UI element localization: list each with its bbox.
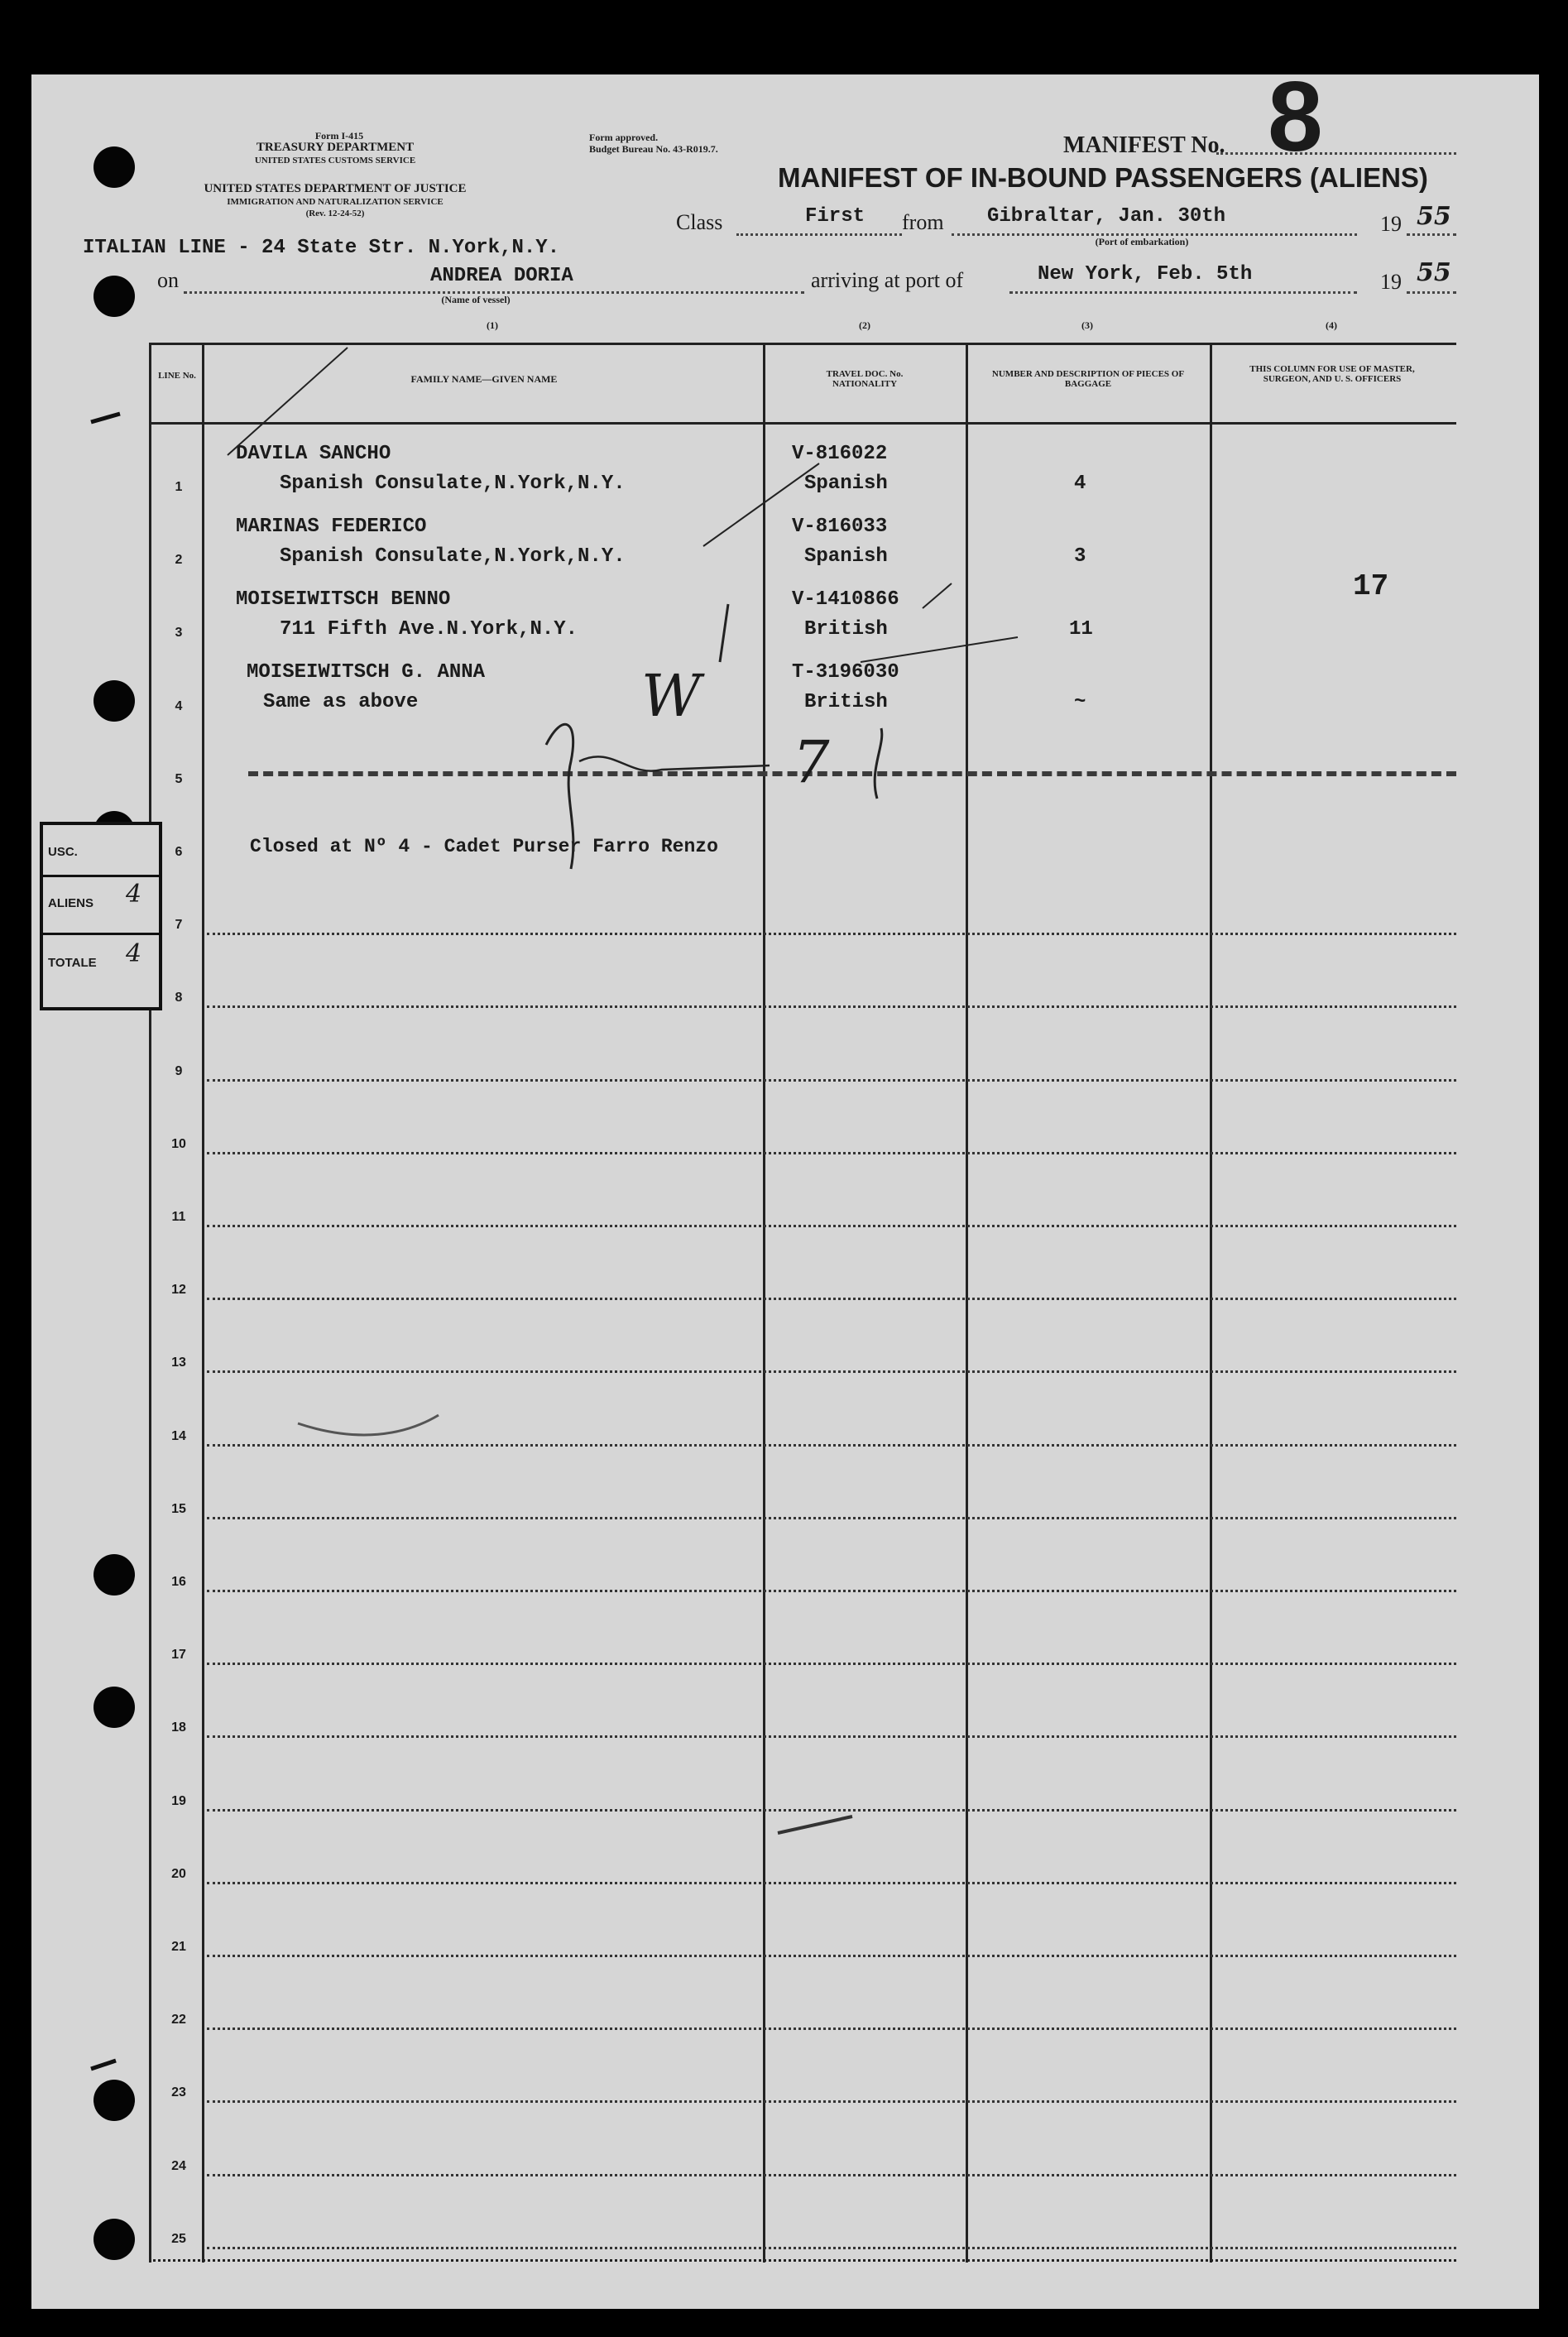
punch-hole	[94, 680, 135, 722]
baggage-count: 3	[1074, 545, 1086, 568]
column-number-4: (4)	[1326, 319, 1337, 331]
nationality: British	[804, 618, 888, 641]
passenger-address: 711 Fifth Ave.N.York,N.Y.	[280, 618, 578, 641]
line-number: 2	[175, 553, 183, 567]
line-number: 18	[171, 1720, 186, 1735]
row-rule	[207, 1882, 1456, 1884]
form-number: Form I-415	[314, 130, 364, 142]
line-number: 1	[175, 480, 183, 494]
name-doc-divider	[763, 343, 765, 2263]
class-line	[736, 233, 902, 236]
passenger-name: DAVILA SANCHO	[236, 443, 391, 465]
class-label: Class	[676, 210, 723, 234]
line-number: 9	[175, 1064, 183, 1078]
year-value-1: 55	[1417, 202, 1451, 231]
alien-count-stamp	[40, 822, 162, 1010]
header-baggage: NUMBER AND DESCRIPTION OF PIECES OF BAGGAGE	[991, 369, 1185, 389]
row-rule	[207, 1663, 1456, 1665]
nationality: British	[804, 691, 888, 713]
stamp-aliens-value: 4	[126, 880, 142, 909]
header-travel-doc: TRAVEL DOC. No. NATIONALITY	[826, 369, 904, 389]
line-number: 10	[171, 1137, 186, 1151]
nationality: Spanish	[804, 473, 888, 495]
line-number: 13	[171, 1356, 186, 1370]
vessel-caption: (Name of vessel)	[441, 294, 511, 305]
table-header-border	[149, 422, 1456, 425]
line-number: 15	[171, 1502, 186, 1516]
baggage-count: 11	[1069, 618, 1093, 641]
line-number: 14	[171, 1429, 186, 1443]
revision: (Rev. 12-24-52)	[305, 209, 365, 218]
manifest-number: 8	[1268, 61, 1323, 172]
year-prefix-1: 19	[1380, 212, 1402, 236]
doc-baggage-divider	[966, 343, 968, 2263]
row-rule	[207, 1370, 1456, 1373]
stamp-usc-label: USC.	[48, 845, 78, 859]
row-rule	[207, 2247, 1456, 2249]
line-number: 21	[171, 1940, 186, 1954]
page-title: MANIFEST OF IN-BOUND PASSENGERS (ALIENS)	[778, 162, 1428, 193]
column-number-1: (1)	[487, 319, 498, 331]
row-rule	[207, 2027, 1456, 2030]
passenger-address: Spanish Consulate,N.York,N.Y.	[280, 473, 626, 495]
header-officers: THIS COLUMN FOR USE OF MASTER, SURGEON, AND U. S. OFFICERS	[1249, 364, 1415, 384]
line-number: 8	[175, 991, 183, 1005]
arriving-label: arriving at port of	[811, 268, 964, 292]
manifest-page	[31, 74, 1539, 2309]
embarkation-port: Gibraltar, Jan. 30th	[987, 205, 1226, 228]
row-rule	[207, 933, 1456, 935]
handwritten-mark-w: W	[641, 662, 701, 730]
line-number: 11	[171, 1210, 186, 1224]
travel-doc-number: V-816022	[792, 443, 888, 465]
punch-hole	[94, 1687, 135, 1728]
shipping-line: ITALIAN LINE - 24 State Str. N.York,N.Y.	[83, 237, 560, 259]
row-rule	[207, 1444, 1456, 1447]
customs-service: UNITED STATES CUSTOMS SERVICE	[254, 156, 416, 166]
row-rule	[207, 1955, 1456, 1957]
stamp-totale-value: 4	[126, 939, 142, 968]
row-rule	[207, 2100, 1456, 2103]
handwritten-mark-7: 7	[793, 728, 830, 796]
stamp-aliens-label: ALIENS	[48, 896, 94, 910]
treasury-dept: TREASURY DEPARTMENT	[256, 141, 415, 154]
line-number: 20	[171, 1867, 186, 1881]
line-number: 25	[171, 2232, 186, 2246]
ins-line: IMMIGRATION AND NATURALIZATION SERVICE	[227, 197, 444, 207]
row-rule	[207, 1298, 1456, 1300]
header-line-no: LINE No.	[158, 371, 196, 381]
year-value-2: 55	[1417, 258, 1451, 287]
punch-hole	[94, 2080, 135, 2121]
line-number: 7	[175, 918, 183, 932]
manifest-number-line	[1216, 152, 1456, 155]
row-rule	[207, 2174, 1456, 2176]
travel-doc-number: V-1410866	[792, 588, 899, 611]
doj-line: UNITED STATES DEPARTMENT OF JUSTICE	[204, 182, 467, 195]
port-caption: (Port of embarkation)	[1095, 236, 1189, 247]
line-number: 12	[171, 1283, 186, 1297]
closing-rule	[248, 771, 1456, 776]
line-number: 23	[171, 2085, 186, 2099]
line-number: 19	[171, 1794, 186, 1808]
line-number: 3	[175, 626, 183, 640]
line-number: 6	[175, 845, 183, 859]
travel-doc-number: V-816033	[792, 516, 888, 538]
punch-hole	[94, 276, 135, 317]
nationality: Spanish	[804, 545, 888, 568]
arrival-line	[1009, 291, 1357, 294]
baggage-count: ~	[1074, 691, 1086, 713]
row-rule	[207, 1735, 1456, 1738]
travel-doc-number: T-3196030	[792, 661, 899, 684]
table-left-border	[149, 343, 151, 2263]
row-rule	[207, 1517, 1456, 1519]
passenger-name: MOISEIWITSCH G. ANNA	[247, 661, 486, 684]
row-rule	[207, 1809, 1456, 1812]
form-approved: Form approved.	[589, 132, 659, 143]
passenger-name: MOISEIWITSCH BENNO	[236, 588, 451, 611]
line-number: 24	[171, 2159, 186, 2173]
line-no-divider	[202, 343, 204, 2263]
class-value: First	[805, 205, 866, 228]
line-number: 4	[175, 699, 183, 713]
year-line-2	[1407, 291, 1456, 294]
arrival-port: New York, Feb. 5th	[1038, 263, 1253, 286]
stamp-totale-label: TOTALE	[48, 956, 97, 970]
passenger-address: Same as above	[263, 691, 419, 713]
officer-note: 17	[1353, 569, 1389, 603]
table-bottom-border	[149, 2259, 1456, 2262]
closing-note: Closed at Nº 4 - Cadet Purser Farro Renzo	[250, 836, 718, 857]
punch-hole	[94, 1554, 135, 1596]
year-prefix-2: 19	[1380, 270, 1402, 294]
baggage-count: 4	[1074, 473, 1086, 495]
punch-hole	[94, 2219, 135, 2260]
header-name: FAMILY NAME—GIVEN NAME	[410, 373, 558, 385]
passenger-name: MARINAS FEDERICO	[236, 516, 427, 538]
vessel-name: ANDREA DORIA	[430, 265, 573, 287]
budget-bureau: Budget Bureau No. 43-R019.7.	[589, 143, 718, 155]
table-top-border	[149, 343, 1456, 345]
punch-hole	[94, 146, 135, 188]
line-number: 22	[171, 2013, 186, 2027]
row-rule	[207, 1590, 1456, 1592]
manifest-label: MANIFEST No.	[1063, 132, 1225, 158]
column-number-3: (3)	[1081, 319, 1093, 331]
line-number: 16	[171, 1575, 186, 1589]
from-label: from	[902, 210, 944, 234]
on-label: on	[157, 268, 179, 292]
row-rule	[207, 1005, 1456, 1008]
line-number: 17	[171, 1648, 186, 1662]
row-rule	[207, 1079, 1456, 1082]
passenger-address: Spanish Consulate,N.York,N.Y.	[280, 545, 626, 568]
row-rule	[207, 1225, 1456, 1227]
column-number-2: (2)	[859, 319, 870, 331]
row-rule	[207, 1152, 1456, 1154]
baggage-officer-divider	[1210, 343, 1212, 2263]
year-line-1	[1407, 233, 1456, 236]
line-number: 5	[175, 772, 183, 786]
